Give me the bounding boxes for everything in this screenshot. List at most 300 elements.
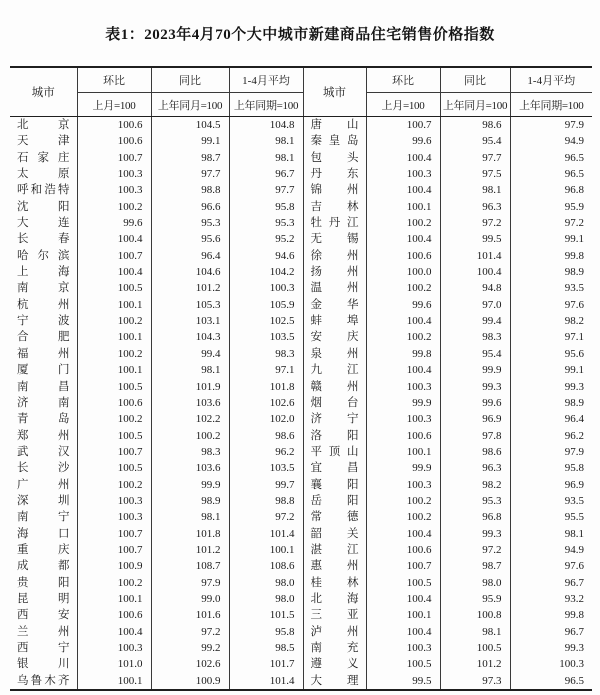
city-name xyxy=(303,133,366,149)
city-name xyxy=(10,182,77,198)
index-value: 99.9 xyxy=(366,395,440,411)
city-name-text: 兰州 xyxy=(17,625,70,638)
index-value: 100.2 xyxy=(77,575,151,591)
index-value: 99.5 xyxy=(366,673,440,690)
city-name-text: 温州 xyxy=(310,282,359,295)
index-value: 100.1 xyxy=(77,673,151,690)
index-value: 95.4 xyxy=(440,346,510,362)
city-name xyxy=(10,379,77,395)
index-value: 103.5 xyxy=(229,329,303,345)
city-name xyxy=(10,313,77,329)
city-name-text: 长春 xyxy=(17,233,70,246)
table-row xyxy=(10,395,592,411)
index-value: 100.4 xyxy=(366,150,440,166)
index-value: 96.2 xyxy=(510,428,592,444)
table-row xyxy=(10,640,592,656)
city-name-text: 常德 xyxy=(310,511,359,524)
city-name-text: 秦皇岛 xyxy=(310,135,359,148)
table-row xyxy=(10,607,592,623)
city-name xyxy=(303,428,366,444)
table-row xyxy=(10,558,592,574)
city-name-text: 丹东 xyxy=(310,168,359,181)
index-value: 100.1 xyxy=(77,329,151,345)
index-value: 100.5 xyxy=(366,656,440,672)
table-row xyxy=(10,656,592,672)
index-value: 95.3 xyxy=(440,493,510,509)
index-value: 95.6 xyxy=(510,346,592,362)
index-value: 99.1 xyxy=(151,133,229,149)
index-value: 101.9 xyxy=(151,379,229,395)
index-value: 95.8 xyxy=(229,624,303,640)
index-value: 100.4 xyxy=(366,624,440,640)
index-value: 97.0 xyxy=(440,297,510,313)
index-value: 95.9 xyxy=(510,199,592,215)
index-value: 100.3 xyxy=(510,656,592,672)
city-name-text: 武汉 xyxy=(17,445,70,458)
city-name-text: 长沙 xyxy=(17,462,70,475)
index-value: 100.9 xyxy=(151,673,229,690)
index-value: 99.0 xyxy=(151,591,229,607)
index-value: 97.2 xyxy=(440,542,510,558)
index-value: 98.0 xyxy=(229,591,303,607)
index-value: 100.3 xyxy=(77,493,151,509)
index-value: 100.5 xyxy=(440,640,510,656)
city-name-text: 宁波 xyxy=(17,315,70,328)
city-name xyxy=(10,428,77,444)
index-value: 100.4 xyxy=(77,264,151,280)
index-value: 100.4 xyxy=(366,362,440,378)
index-value: 108.7 xyxy=(151,558,229,574)
index-value: 96.2 xyxy=(229,444,303,460)
index-value: 100.7 xyxy=(366,558,440,574)
header-mom-left: 环比 xyxy=(77,67,151,93)
index-value: 94.9 xyxy=(510,542,592,558)
table-row xyxy=(10,150,592,166)
index-value: 101.0 xyxy=(77,656,151,672)
city-name xyxy=(303,248,366,264)
index-value: 96.5 xyxy=(510,166,592,182)
index-value: 100.1 xyxy=(77,591,151,607)
city-name-text: 昆明 xyxy=(17,592,70,605)
index-value: 98.2 xyxy=(440,477,510,493)
table-row xyxy=(10,362,592,378)
index-value: 99.3 xyxy=(440,379,510,395)
header-yoy-base-right: 上年同月=100 xyxy=(440,93,510,117)
index-value: 100.4 xyxy=(366,231,440,247)
header-yoy-right: 同比 xyxy=(440,67,510,93)
price-index-table xyxy=(10,66,592,691)
city-name xyxy=(10,656,77,672)
city-name-text: 宜昌 xyxy=(310,462,359,475)
index-value: 100.2 xyxy=(366,329,440,345)
index-value: 95.2 xyxy=(229,231,303,247)
table-row xyxy=(10,117,592,134)
index-value: 98.9 xyxy=(510,395,592,411)
index-value: 100.1 xyxy=(77,362,151,378)
city-name xyxy=(10,362,77,378)
index-value: 98.1 xyxy=(229,150,303,166)
city-name xyxy=(303,297,366,313)
city-name xyxy=(303,591,366,607)
city-name xyxy=(303,346,366,362)
city-name-text: 北京 xyxy=(17,119,70,131)
index-value: 100.3 xyxy=(366,640,440,656)
index-value: 98.7 xyxy=(440,558,510,574)
index-value: 101.8 xyxy=(151,526,229,542)
city-name-text: 韶关 xyxy=(310,527,359,540)
city-name xyxy=(10,411,77,427)
city-name-text: 银川 xyxy=(17,658,70,671)
header-row-measures xyxy=(10,67,592,93)
index-value: 96.9 xyxy=(510,477,592,493)
table-row xyxy=(10,444,592,460)
index-value: 100.3 xyxy=(77,166,151,182)
index-value: 100.7 xyxy=(77,444,151,460)
table-row xyxy=(10,346,592,362)
city-name-text: 广州 xyxy=(17,478,70,491)
city-name xyxy=(303,313,366,329)
index-value: 96.7 xyxy=(229,166,303,182)
city-name-text: 蚌埠 xyxy=(310,315,359,328)
index-value: 108.6 xyxy=(229,558,303,574)
index-value: 104.8 xyxy=(229,117,303,134)
city-name xyxy=(10,526,77,542)
city-name-text: 吉林 xyxy=(310,200,359,213)
index-value: 97.3 xyxy=(440,673,510,690)
index-value: 100.3 xyxy=(77,640,151,656)
index-value: 102.2 xyxy=(151,411,229,427)
index-value: 97.9 xyxy=(151,575,229,591)
index-value: 104.2 xyxy=(229,264,303,280)
index-value: 95.3 xyxy=(151,215,229,231)
table-row xyxy=(10,379,592,395)
index-value: 99.9 xyxy=(440,362,510,378)
city-name-text: 南充 xyxy=(310,642,359,654)
city-name-text: 乌鲁木齐 xyxy=(17,674,70,687)
index-value: 102.6 xyxy=(229,395,303,411)
index-value: 96.8 xyxy=(440,509,510,525)
index-value: 100.5 xyxy=(77,460,151,476)
index-value: 101.8 xyxy=(229,379,303,395)
index-value: 98.9 xyxy=(510,264,592,280)
table-row xyxy=(10,280,592,296)
index-value: 100.4 xyxy=(77,231,151,247)
city-name-text: 金华 xyxy=(310,298,359,311)
index-value: 100.1 xyxy=(77,297,151,313)
city-name-text: 济南 xyxy=(17,396,70,409)
index-value: 105.3 xyxy=(151,297,229,313)
index-value: 95.3 xyxy=(229,215,303,231)
index-value: 94.8 xyxy=(440,280,510,296)
index-value: 97.9 xyxy=(510,444,592,460)
city-name xyxy=(303,395,366,411)
index-value: 100.6 xyxy=(77,607,151,623)
index-value: 101.4 xyxy=(229,673,303,690)
city-name xyxy=(10,542,77,558)
header-yoy-left: 同比 xyxy=(151,67,229,93)
index-value: 103.5 xyxy=(229,460,303,476)
index-value: 96.5 xyxy=(510,673,592,690)
index-value: 96.7 xyxy=(510,575,592,591)
index-value: 100.4 xyxy=(366,526,440,542)
index-value: 99.6 xyxy=(77,215,151,231)
city-name xyxy=(10,624,77,640)
index-value: 104.6 xyxy=(151,264,229,280)
index-value: 101.4 xyxy=(229,526,303,542)
city-name xyxy=(303,640,366,656)
city-name xyxy=(303,264,366,280)
city-name-text: 泸州 xyxy=(310,625,359,638)
city-name xyxy=(10,248,77,264)
city-name-text: 太原 xyxy=(17,168,70,181)
city-name xyxy=(10,231,77,247)
index-value: 100.9 xyxy=(77,558,151,574)
city-name xyxy=(303,411,366,427)
city-name xyxy=(303,379,366,395)
table-row xyxy=(10,526,592,542)
index-value: 100.5 xyxy=(77,428,151,444)
index-value: 98.3 xyxy=(229,346,303,362)
index-value: 98.1 xyxy=(229,133,303,149)
city-name-text: 福州 xyxy=(17,347,70,360)
city-name xyxy=(10,395,77,411)
city-name xyxy=(10,673,77,690)
city-name-text: 洛阳 xyxy=(310,429,359,442)
index-value: 99.9 xyxy=(151,477,229,493)
city-name-text: 厦门 xyxy=(17,364,70,377)
city-name-text: 西安 xyxy=(17,609,70,622)
city-name xyxy=(303,542,366,558)
index-value: 98.8 xyxy=(151,182,229,198)
index-value: 102.0 xyxy=(229,411,303,427)
index-value: 100.3 xyxy=(366,166,440,182)
header-avg-base-right: 上年同期=100 xyxy=(510,93,592,117)
index-value: 100.7 xyxy=(77,248,151,264)
city-name-text: 天津 xyxy=(17,135,70,148)
table-row xyxy=(10,329,592,345)
index-value: 96.5 xyxy=(510,150,592,166)
city-name xyxy=(303,444,366,460)
index-value: 100.6 xyxy=(77,117,151,134)
table-row xyxy=(10,166,592,182)
index-value: 98.3 xyxy=(151,444,229,460)
city-name-text: 襄阳 xyxy=(310,478,359,491)
city-name xyxy=(10,509,77,525)
index-value: 101.6 xyxy=(151,607,229,623)
city-name xyxy=(10,477,77,493)
index-value: 94.6 xyxy=(229,248,303,264)
city-name xyxy=(303,150,366,166)
city-name xyxy=(10,444,77,460)
city-name-text: 岳阳 xyxy=(310,494,359,507)
table-row xyxy=(10,575,592,591)
city-name-text: 桂林 xyxy=(310,576,359,589)
table-row xyxy=(10,673,592,690)
index-value: 96.3 xyxy=(440,199,510,215)
index-value: 97.7 xyxy=(151,166,229,182)
index-value: 103.1 xyxy=(151,313,229,329)
city-name-text: 南宁 xyxy=(17,511,70,524)
index-value: 101.5 xyxy=(229,607,303,623)
index-value: 98.6 xyxy=(440,444,510,460)
index-value: 101.2 xyxy=(151,280,229,296)
index-value: 95.4 xyxy=(440,133,510,149)
index-value: 97.2 xyxy=(510,215,592,231)
index-value: 98.7 xyxy=(151,150,229,166)
index-value: 100.3 xyxy=(366,379,440,395)
header-yoy-base-left: 上年同月=100 xyxy=(151,93,229,117)
index-value: 97.8 xyxy=(440,428,510,444)
index-value: 97.2 xyxy=(229,509,303,525)
table-row xyxy=(10,411,592,427)
index-value: 97.7 xyxy=(440,150,510,166)
index-value: 95.5 xyxy=(510,509,592,525)
city-name xyxy=(303,558,366,574)
city-name-text: 重庆 xyxy=(17,543,70,556)
index-value: 97.1 xyxy=(229,362,303,378)
table-row xyxy=(10,460,592,476)
index-value: 101.7 xyxy=(229,656,303,672)
index-value: 95.8 xyxy=(229,199,303,215)
index-value: 100.5 xyxy=(366,575,440,591)
index-value: 99.1 xyxy=(510,231,592,247)
index-value: 100.1 xyxy=(366,199,440,215)
index-value: 98.1 xyxy=(151,509,229,525)
table-body xyxy=(10,117,592,691)
index-value: 100.4 xyxy=(440,264,510,280)
header-avg-base-left: 上年同期=100 xyxy=(229,93,303,117)
index-value: 100.4 xyxy=(77,624,151,640)
index-value: 100.3 xyxy=(77,509,151,525)
table-row xyxy=(10,215,592,231)
city-name-text: 西宁 xyxy=(17,642,70,654)
index-value: 100.6 xyxy=(366,542,440,558)
index-value: 101.2 xyxy=(440,656,510,672)
index-value: 100.3 xyxy=(366,411,440,427)
city-name xyxy=(10,575,77,591)
city-name xyxy=(303,215,366,231)
city-name-text: 烟台 xyxy=(310,396,359,409)
table-row xyxy=(10,231,592,247)
city-name xyxy=(303,493,366,509)
index-value: 100.1 xyxy=(366,444,440,460)
city-name-text: 遵义 xyxy=(310,658,359,671)
index-value: 104.3 xyxy=(151,329,229,345)
index-value: 103.6 xyxy=(151,460,229,476)
index-value: 97.2 xyxy=(440,215,510,231)
city-name-text: 赣州 xyxy=(310,380,359,393)
city-name-text: 郑州 xyxy=(17,429,70,442)
index-value: 100.1 xyxy=(229,542,303,558)
index-value: 96.4 xyxy=(510,411,592,427)
index-value: 95.6 xyxy=(151,231,229,247)
index-value: 101.4 xyxy=(440,248,510,264)
city-name xyxy=(10,607,77,623)
city-name-text: 上海 xyxy=(17,266,70,279)
table-row xyxy=(10,248,592,264)
table-row xyxy=(10,182,592,198)
header-avg-right: 1-4月平均 xyxy=(510,67,592,93)
index-value: 100.2 xyxy=(77,477,151,493)
index-value: 93.5 xyxy=(510,280,592,296)
index-value: 100.7 xyxy=(77,150,151,166)
index-value: 98.3 xyxy=(440,329,510,345)
city-name xyxy=(10,346,77,362)
table-row xyxy=(10,133,592,149)
city-name-text: 呼和浩特 xyxy=(17,184,70,197)
city-name xyxy=(303,231,366,247)
city-name xyxy=(10,460,77,476)
city-name-text: 南京 xyxy=(17,282,70,295)
index-value: 96.3 xyxy=(440,460,510,476)
city-name-text: 九江 xyxy=(310,364,359,377)
index-value: 100.6 xyxy=(77,133,151,149)
city-name xyxy=(10,493,77,509)
index-value: 99.8 xyxy=(366,346,440,362)
index-value: 99.4 xyxy=(151,346,229,362)
city-name-text: 徐州 xyxy=(310,249,359,262)
index-value: 100.2 xyxy=(366,509,440,525)
table-row xyxy=(10,199,592,215)
city-name xyxy=(10,166,77,182)
index-value: 100.2 xyxy=(366,215,440,231)
index-value: 100.3 xyxy=(229,280,303,296)
index-value: 98.1 xyxy=(151,362,229,378)
city-name xyxy=(303,673,366,690)
index-value: 104.5 xyxy=(151,117,229,134)
index-value: 98.9 xyxy=(151,493,229,509)
city-name-text: 贵阳 xyxy=(17,576,70,589)
index-value: 99.6 xyxy=(440,395,510,411)
index-value: 96.8 xyxy=(510,182,592,198)
index-value: 98.6 xyxy=(229,428,303,444)
table-row xyxy=(10,313,592,329)
city-name xyxy=(10,133,77,149)
city-name-text: 湛江 xyxy=(310,543,359,556)
index-value: 97.2 xyxy=(151,624,229,640)
city-name-text: 深圳 xyxy=(17,494,70,507)
index-value: 100.4 xyxy=(366,591,440,607)
index-value: 98.0 xyxy=(440,575,510,591)
city-name xyxy=(303,166,366,182)
index-value: 99.8 xyxy=(510,607,592,623)
table-row xyxy=(10,509,592,525)
city-name xyxy=(303,199,366,215)
index-value: 100.0 xyxy=(366,264,440,280)
index-value: 99.6 xyxy=(366,297,440,313)
index-value: 100.7 xyxy=(366,117,440,134)
index-value: 93.5 xyxy=(510,493,592,509)
index-value: 102.5 xyxy=(229,313,303,329)
index-value: 100.1 xyxy=(366,607,440,623)
table-row xyxy=(10,624,592,640)
index-value: 100.2 xyxy=(366,493,440,509)
index-value: 97.5 xyxy=(440,166,510,182)
city-name xyxy=(303,607,366,623)
index-value: 100.6 xyxy=(77,395,151,411)
index-value: 99.3 xyxy=(440,526,510,542)
index-value: 100.7 xyxy=(77,526,151,542)
index-value: 99.3 xyxy=(510,379,592,395)
table-row xyxy=(10,264,592,280)
index-value: 99.1 xyxy=(510,362,592,378)
city-name xyxy=(303,656,366,672)
table-row xyxy=(10,477,592,493)
index-value: 99.6 xyxy=(366,133,440,149)
index-value: 99.5 xyxy=(440,231,510,247)
index-value: 97.1 xyxy=(510,329,592,345)
city-name xyxy=(10,640,77,656)
